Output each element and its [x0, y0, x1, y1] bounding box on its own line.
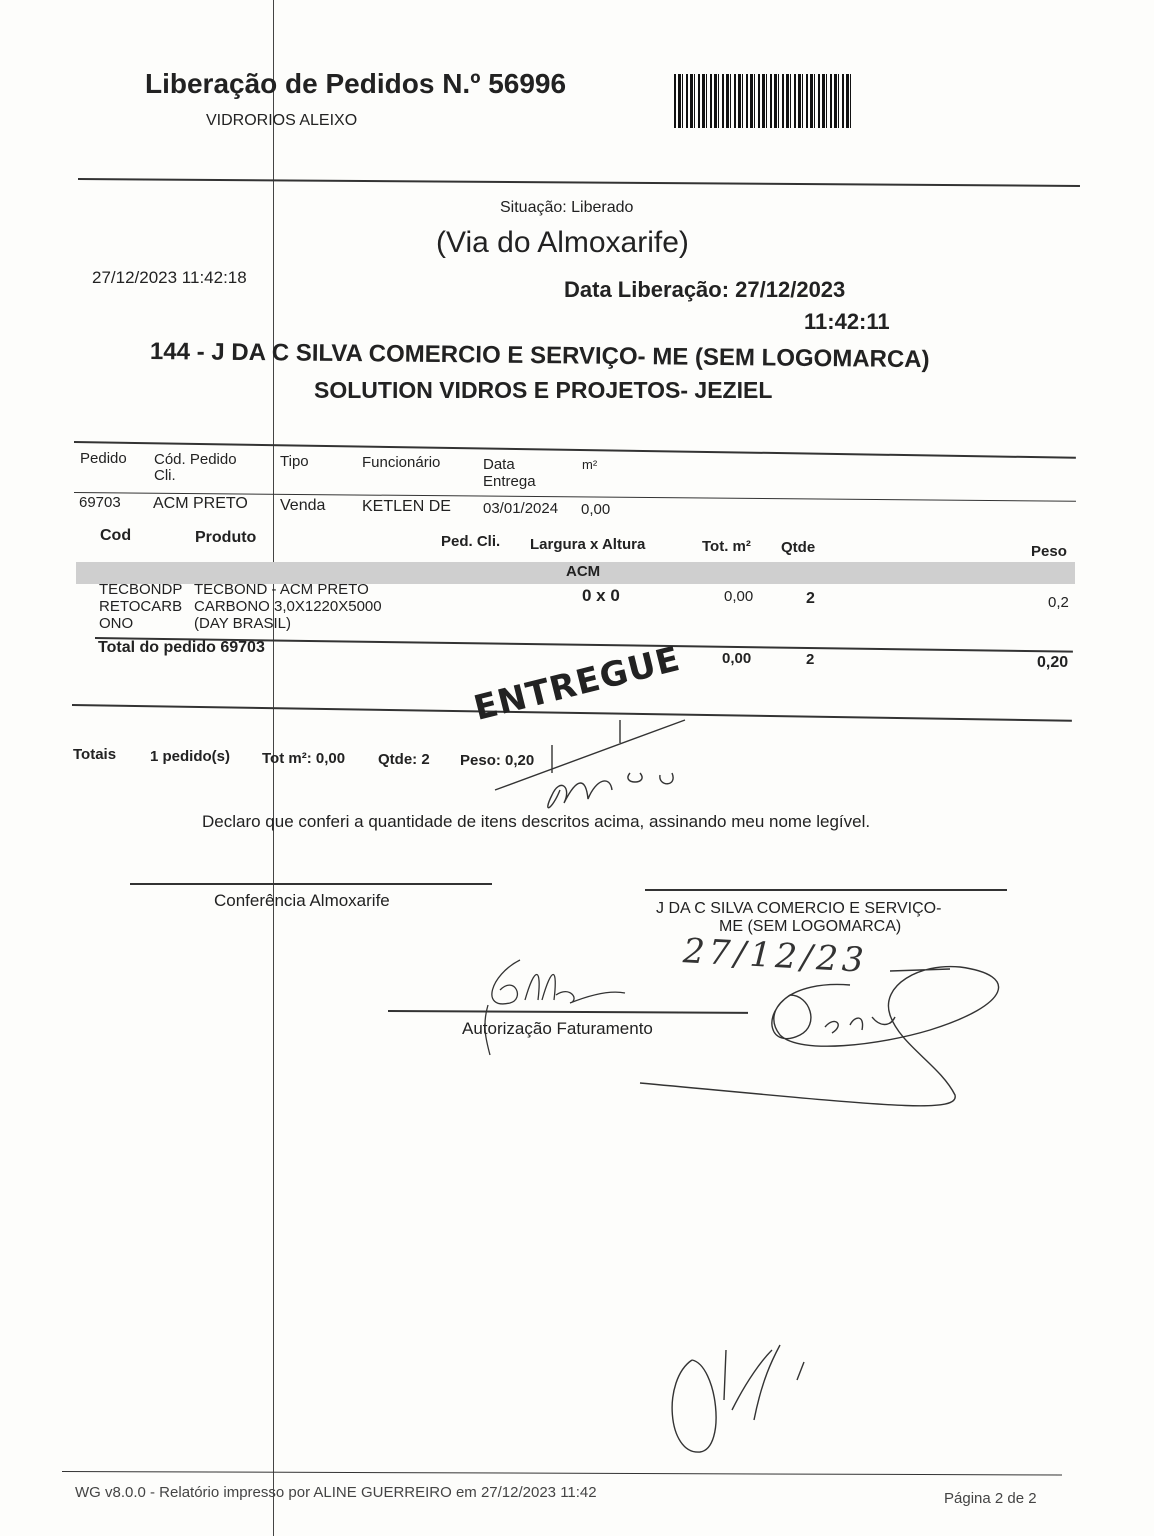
conferencia-line [130, 883, 492, 885]
via-title: (Via do Almoxarife) [436, 226, 689, 259]
handwritten-date: 27/12/23 [682, 931, 869, 981]
entregue-stamp: ENTREGUE [470, 638, 685, 729]
page-title: Liberação de Pedidos N.º 56996 [145, 68, 567, 99]
item-dimensions: 0 x 0 [582, 586, 620, 605]
client-signature-name-1: J DA C SILVA COMERCIO E SERVIÇO- [656, 900, 942, 917]
handwritten-ok-icon [662, 1340, 822, 1460]
client-name: 144 - J DA C SILVA COMERCIO E SERVIÇO- ME (SEM LOGOMARCA) [149, 338, 930, 374]
item-tot-m2: 0,00 [724, 588, 754, 605]
header-tipo: Tipo [280, 453, 309, 470]
totals-tot-m2: Tot m²: 0,00 [262, 750, 346, 767]
company-name: VIDRORIOS ALEIXO [206, 112, 358, 129]
item-peso: 0,2 [1048, 594, 1069, 611]
group-label: ACM [566, 563, 601, 580]
header-data-entrega: Data Entrega [483, 456, 536, 490]
items-header-largura-altura: Largura x Altura [530, 536, 646, 553]
delivery-signature-icon [490, 715, 710, 815]
order-total-label: Total do pedido 69703 [98, 639, 265, 656]
items-header-peso: Peso [1031, 543, 1067, 560]
order-total-m2: 0,00 [722, 650, 752, 667]
item-cod: TECBONDP RETOCARB ONO [99, 581, 183, 632]
order-data-entrega: 03/01/2024 [483, 500, 559, 517]
items-header-ped-cli: Ped. Cli. [441, 533, 501, 550]
client-signature-line [645, 889, 1007, 891]
item-produto: TECBOND - ACM PRETO CARBONO 3,0X1220X5000 (DAY BRASIL) [194, 581, 382, 632]
order-total-qtde: 2 [806, 651, 815, 668]
client-signature-name-2: ME (SEM LOGOMARCA) [719, 918, 902, 935]
status-text: Situação: Liberado [500, 199, 634, 216]
totals-qtde: Qtde: 2 [378, 751, 430, 768]
print-timestamp: 27/12/2023 11:42:18 [92, 268, 247, 287]
header-funcionario: Funcionário [362, 454, 441, 471]
order-cod-pedido: ACM PRETO [153, 495, 248, 512]
header-pedido: Pedido [80, 450, 127, 467]
conferencia-label: Conferência Almoxarife [214, 891, 390, 910]
totals-label: Totais [73, 746, 117, 763]
page-number: Página 2 de 2 [944, 1490, 1037, 1507]
release-time: 11:42:11 [804, 309, 890, 334]
barcode-icon [674, 74, 852, 128]
paper-fold-line [273, 0, 274, 1536]
footer-divider [62, 1471, 1062, 1475]
items-header-tot-m2: Tot. m² [702, 538, 751, 555]
client-signature-icon [640, 955, 1030, 1115]
header-cod-pedido: Cód. Pedido Cli. [154, 451, 237, 484]
order-m2: 0,00 [581, 501, 611, 518]
order-tipo: Venda [280, 497, 326, 514]
header-m2: m² [582, 457, 598, 472]
totals-peso: Peso: 0,20 [460, 752, 535, 769]
order-pedido: 69703 [79, 494, 121, 511]
release-date: Data Liberação: 27/12/2023 [564, 277, 846, 302]
item-qtde: 2 [806, 590, 815, 607]
totals-pedidos: 1 pedido(s) [150, 748, 231, 765]
order-funcionario: KETLEN DE [362, 498, 451, 515]
header-divider [78, 178, 1080, 187]
items-header-cod: Cod [100, 527, 132, 544]
order-total-peso: 0,20 [1037, 654, 1069, 671]
items-header-produto: Produto [195, 529, 257, 546]
autorizacao-label: Autorização Faturamento [462, 1019, 653, 1038]
declaration-text: Declaro que conferi a quantidade de itens descritos acima, assinando meu nome legível. [202, 812, 871, 831]
footer-print-info: WG v8.0.0 - Relatório impresso por ALINE GUERREIRO em 27/12/2023 11:42 [75, 1484, 597, 1501]
client-subtitle: SOLUTION VIDROS E PROJETOS- JEZIEL [314, 377, 773, 403]
items-header-qtde: Qtde [781, 539, 816, 556]
